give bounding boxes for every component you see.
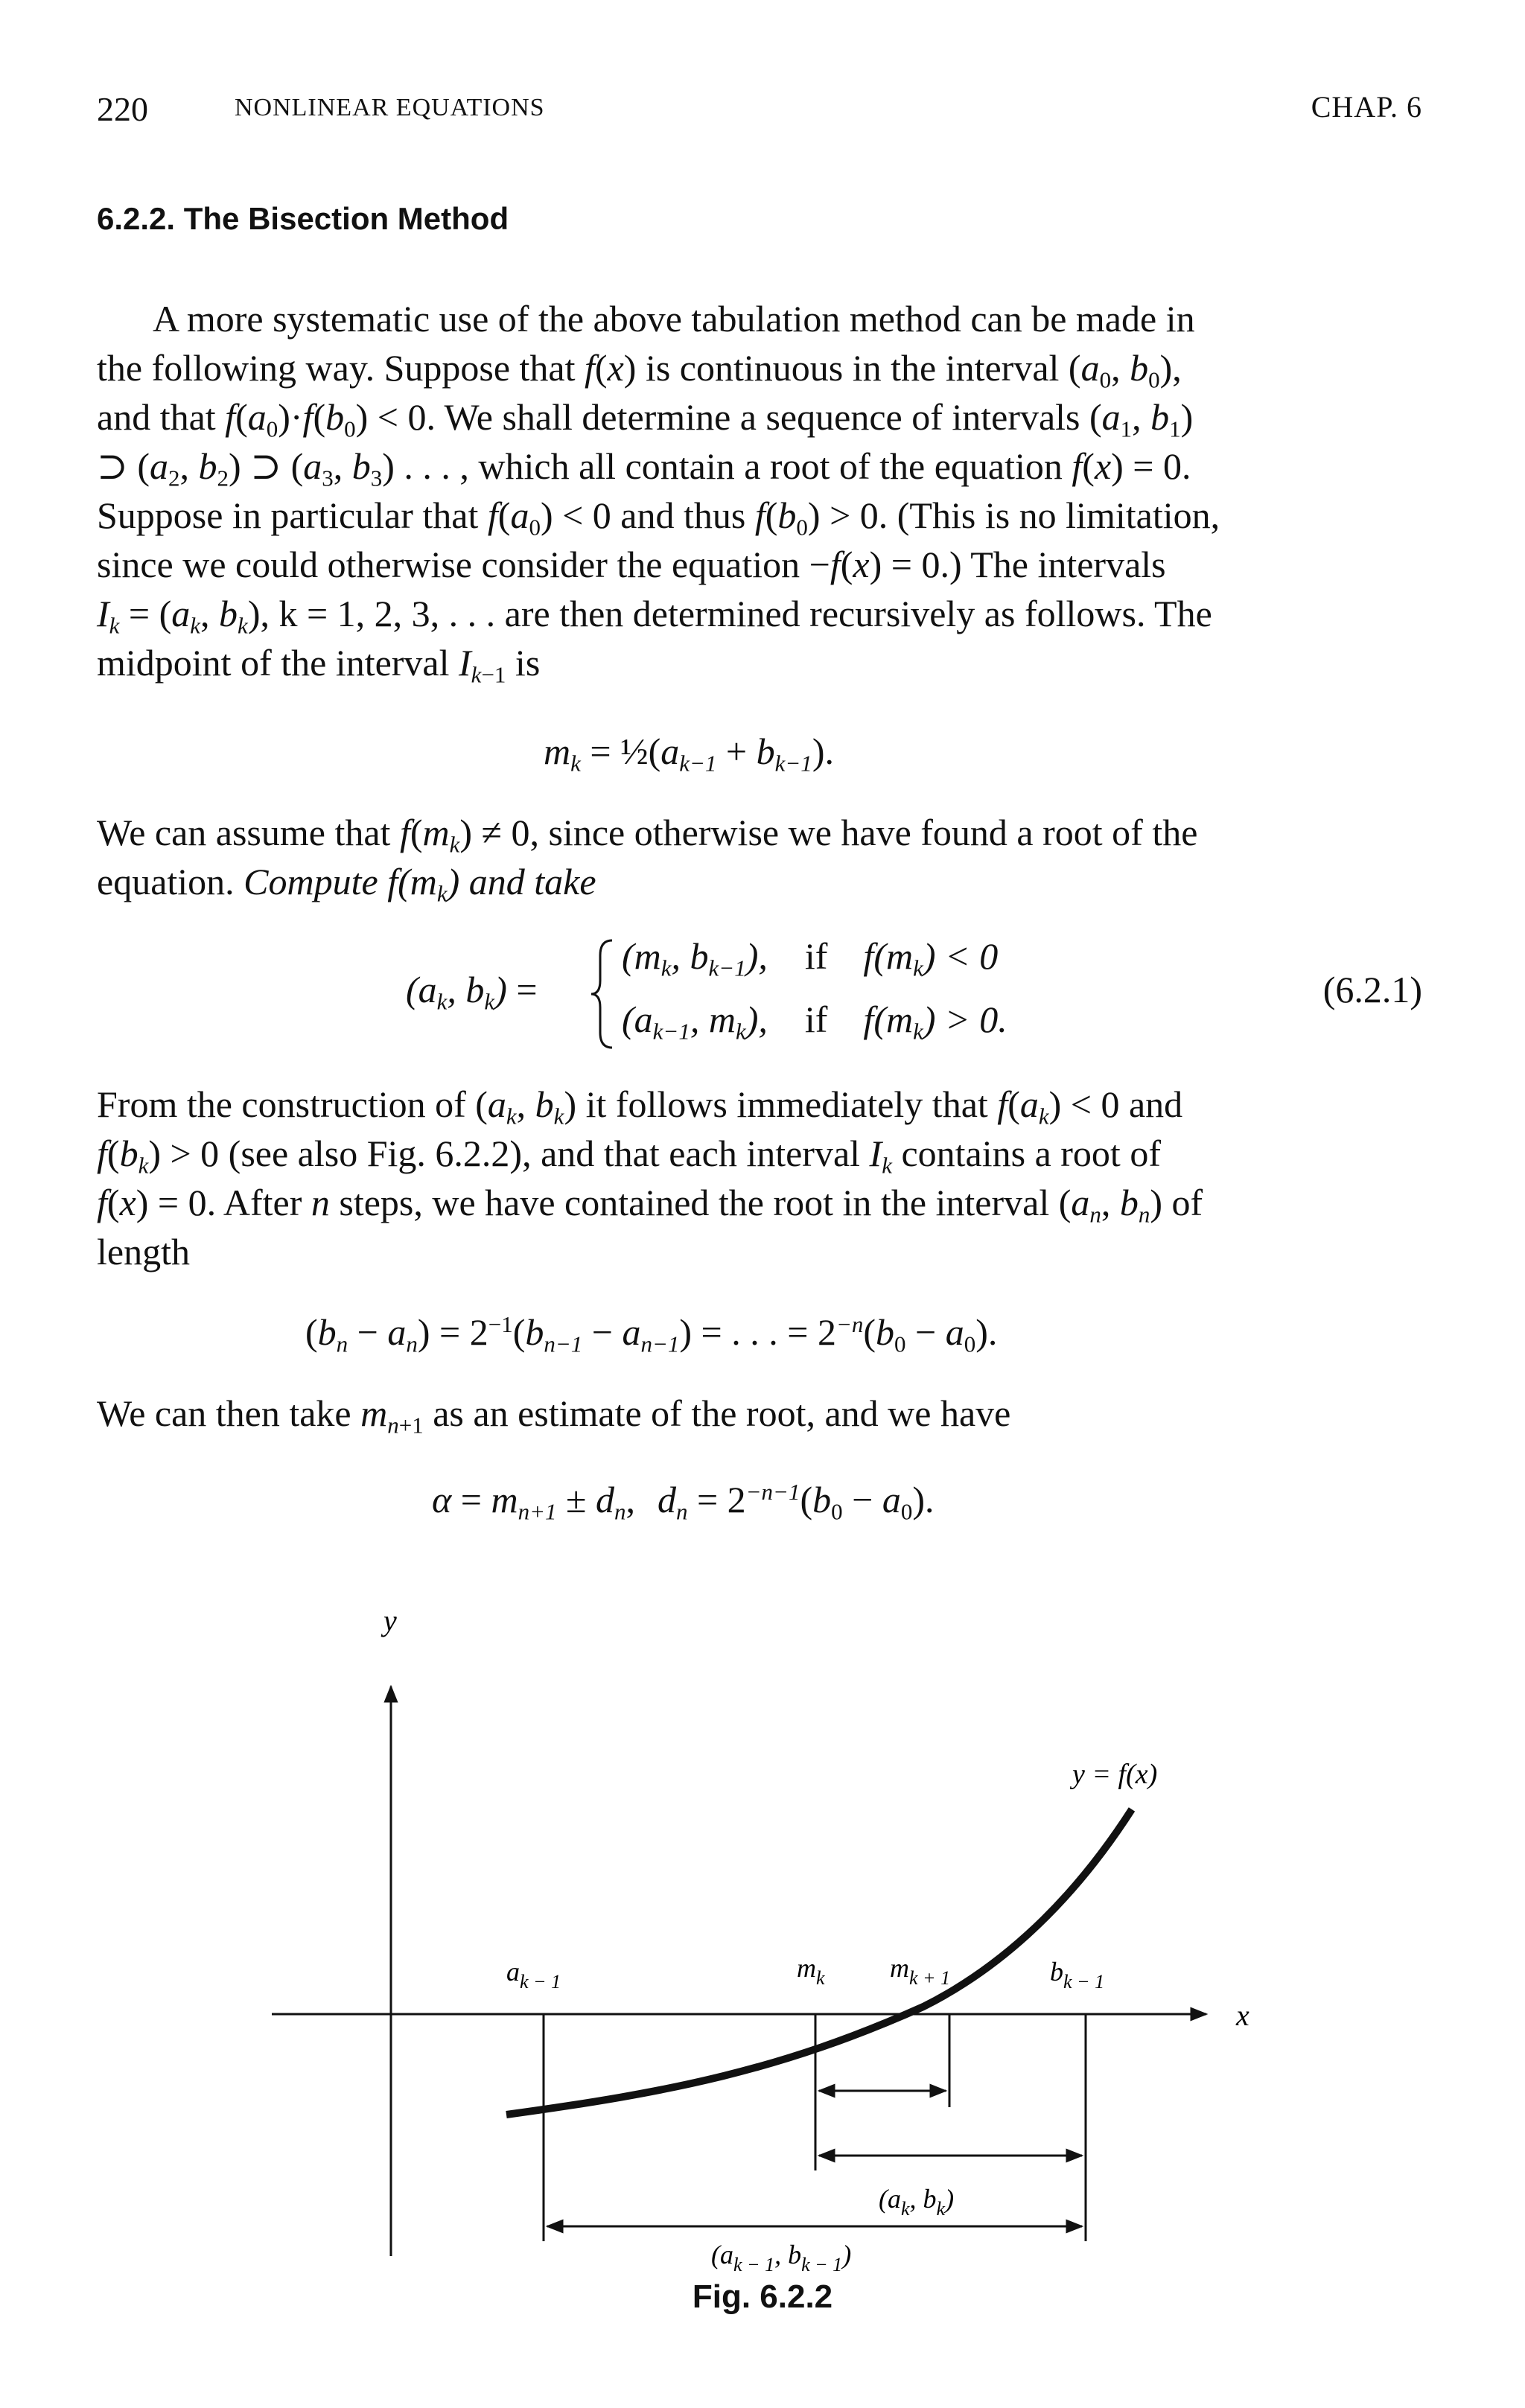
intro-line-7: $I_k = (a_k$, $b_k$), k = 1, 2, 3, . . . are then determined recursively as follows. The: [97, 593, 1212, 639]
assume-line-2: equation. Compute $f(m_k)$ and take: [97, 861, 596, 907]
figure-caption: Fig. 6.2.2: [692, 2278, 833, 2315]
intro-line-6: since we could otherwise consider the equation −f(x) = 0.) The intervals: [97, 544, 1166, 585]
construction-line-2: $f(b_k) > 0$ (see also Fig. 6.2.2), and that each interval $I_k$ contains a root of: [97, 1133, 1161, 1179]
x-axis-label: x: [1236, 1998, 1249, 2032]
page-number: 220: [97, 90, 148, 128]
intro-line-1: A more systematic use of the above tabulation method can be made in: [153, 298, 1195, 340]
left-brace: [588, 934, 618, 1054]
eq-lhs: ($a_k$, $b_k$) =: [406, 969, 538, 1015]
running-head-title: NONLINEAR EQUATIONS: [235, 94, 545, 121]
intro-line-8: midpoint of the interval $I_{k-1}$ is: [97, 642, 541, 688]
function-curve: [506, 1809, 1132, 2115]
label-b-km1: $b_{k - 1}$: [1050, 1957, 1105, 1993]
curve-label: y = f(x): [1072, 1759, 1158, 1790]
equation-number: (6.2.1): [1322, 969, 1422, 1010]
equation-6-2-1: [406, 934, 1422, 1054]
construction-line-1: From the construction of ($a_k$, $b_k$) it follows immediately that $f(a_k) < 0$ and: [97, 1083, 1183, 1130]
chapter-label: CHAP. 6: [1311, 90, 1422, 124]
label-interval-ak-bk: ($a_k$, $b_k$): [879, 2184, 955, 2220]
paragraph-assume: [97, 808, 1422, 906]
running-header: [97, 89, 1422, 134]
intro-line-2: the following way. Suppose that f(x) is continuous in the interval ($a_0$, $b_0$),: [97, 347, 1182, 393]
label-interval-akm1-bkm1: ($a_{k - 1}$, $b_{k - 1}$): [711, 2240, 852, 2275]
paragraph-construction: [97, 1080, 1422, 1276]
figure-bisection: [0, 1601, 1525, 2275]
y-axis-label: y: [383, 1604, 397, 1637]
paragraph-intro: [97, 294, 1422, 687]
intro-line-3: and that $f(a_0)\cdot f(b_0) < 0$. We shall determine a sequence of intervals ($a_1$, $b_1$): [97, 396, 1194, 442]
section-title: 6.2.2. The Bisection Method: [97, 201, 509, 236]
equation-length: $(b_n - a_n) = 2^{-1}(b_{n-1} - a_{n-1})$ = . . . = $2^{-n}(b_0 - a_0)$.: [305, 1310, 998, 1357]
intro-line-5: Suppose in particular that $f(a_0) < 0$ and thus $f(b_0) > 0$. (This is no limitation,: [97, 494, 1220, 541]
label-m-k: $m_k$: [797, 1953, 825, 1989]
construction-line-3: f(x) = 0. After n steps, we have contained the root in the interval ($a_n$, $b_n$) of: [97, 1182, 1203, 1228]
label-m-kp1: $m_{k + 1}$: [890, 1953, 951, 1989]
estimate-line-1: We can then take $m_{n+1}$ as an estimate of the root, and we have: [97, 1392, 1011, 1439]
label-a-km1: $a_{k - 1}$: [506, 1957, 561, 1993]
equation-estimate: $\alpha = m_{n+1} \pm d_n$, $d_n = 2^{-n-1}(b_0 - a_0)$.: [432, 1478, 935, 1525]
eq-case-1: ($m_k$, $b_{k-1}$), if $f(m_k) < 0$: [622, 935, 999, 981]
equation-midpoint: $m_k$ = $\frac{1}{2}(a_{k-1} + b_{k-1})$.: [544, 730, 834, 777]
construction-line-4: length: [97, 1231, 190, 1273]
paragraph-estimate: [97, 1389, 1422, 1438]
assume-line-1: We can assume that $f(m_k) \ne 0$, since otherwise we have found a root of the: [97, 812, 1198, 858]
eq-case-2: ($a_{k-1}$, $m_k$), if $f(m_k) > 0$.: [622, 998, 1007, 1045]
intro-line-4: ⊃ ($a_2$, $b_2$) ⊃ ($a_3$, $b_3$) . . . , which all contain a root of the equation f(x) = 0.: [97, 445, 1191, 491]
